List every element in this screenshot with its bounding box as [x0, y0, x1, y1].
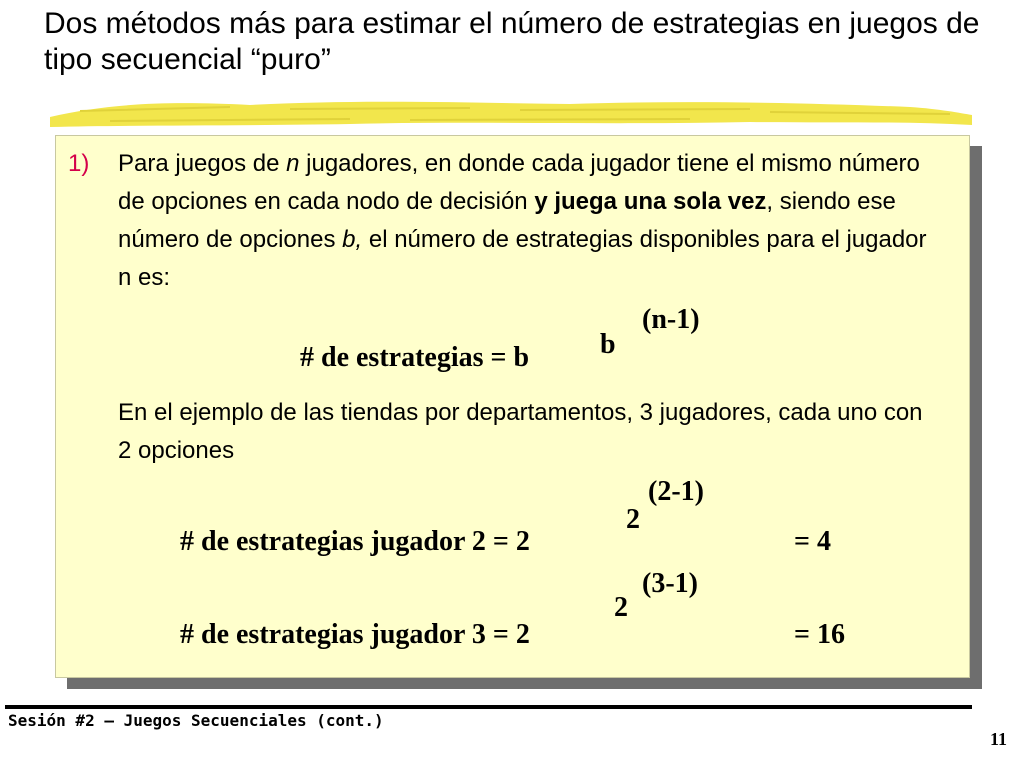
formula1-label: # de estrategias = b: [300, 342, 530, 373]
desc-part-g: el número de estrategias disponibles para el jugador n es:: [118, 226, 927, 291]
slide-title: Dos métodos más para estimar el número de estrategias en juegos de tipo secuencial “puro”: [44, 7, 980, 76]
example-description: En el ejemplo de las tiendas por departamentos, 3 jugadores, cada uno con 2 opciones: [118, 399, 923, 464]
desc-part-e: , siendo ese número de opciones: [118, 188, 896, 253]
title-underline-highlight: [50, 95, 972, 129]
method-description: [118, 145, 938, 297]
formula3-exponent: (3-1): [642, 568, 698, 599]
desc-part-c: jugadores, en donde cada jugador tiene el mismo número de opciones en cada nodo de decisión: [118, 150, 920, 215]
desc-emphasis: y juega una sola vez: [534, 188, 767, 215]
footer-session-title: Sesión #2 – Juegos Secuenciales (cont.): [8, 711, 384, 730]
formula3-base: 2: [614, 592, 628, 623]
formula2-result: = 4: [794, 526, 831, 557]
page-number: 11: [990, 729, 1008, 749]
formula2-exponent: (2-1): [648, 476, 704, 507]
formula2-label: # de estrategias jugador 2 = 2: [180, 526, 530, 557]
footer-divider: [5, 705, 972, 709]
list-item-number: 1): [68, 150, 90, 177]
formula1-exponent: (n-1): [642, 304, 700, 335]
desc-variable-b: b,: [342, 226, 363, 253]
formula2-base: 2: [626, 504, 640, 535]
desc-part-a: Para juegos de: [118, 150, 287, 177]
formula3-result: = 16: [794, 619, 845, 650]
desc-variable-n: n: [286, 150, 300, 177]
highlight-stroke: [50, 102, 972, 127]
formula3-label: # de estrategias jugador 3 = 2: [180, 619, 530, 650]
formula1-base: b: [600, 329, 616, 360]
